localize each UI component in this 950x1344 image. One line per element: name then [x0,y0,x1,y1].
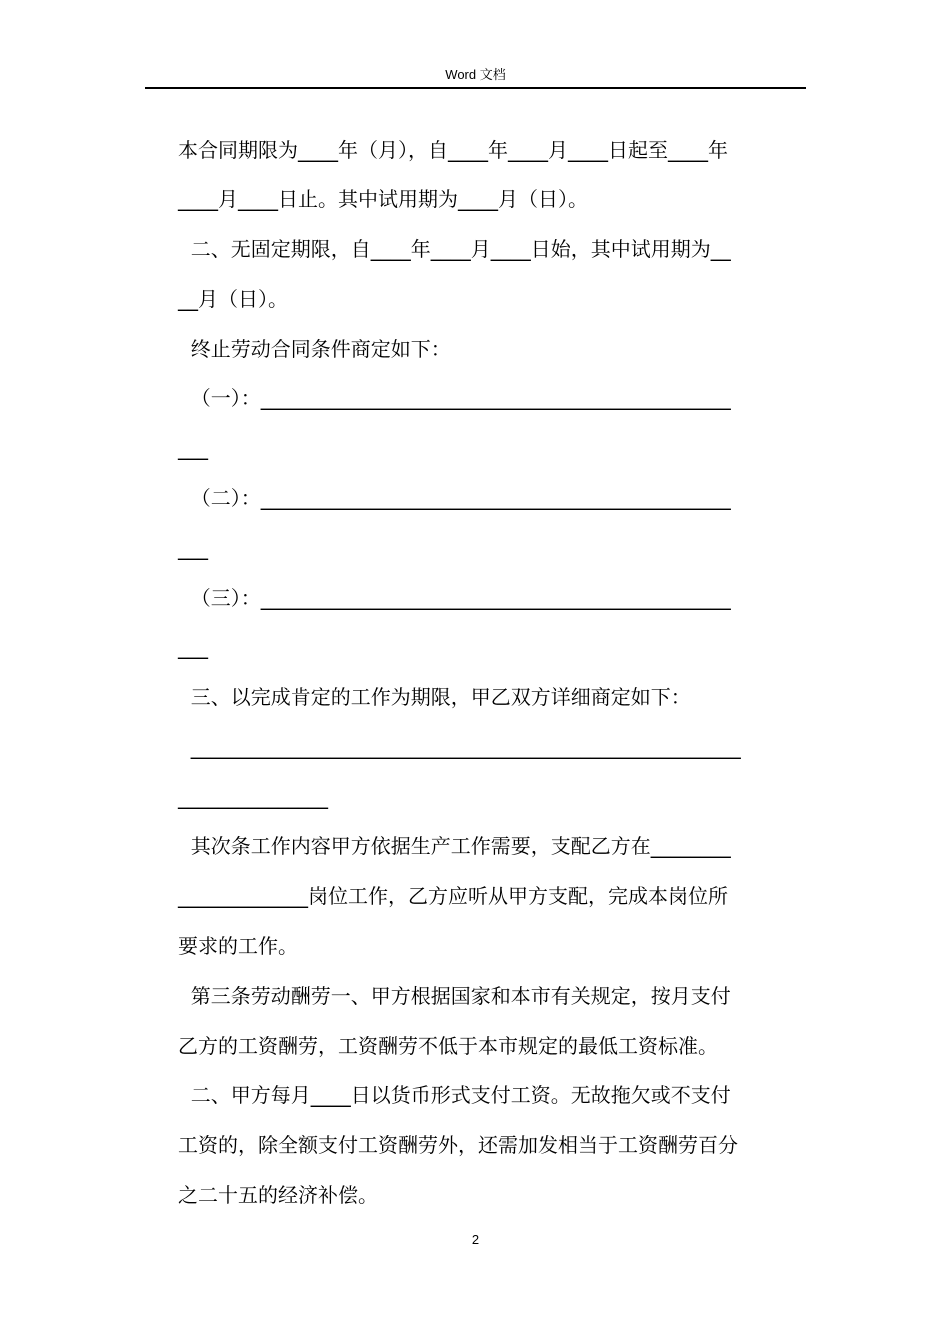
body-line: 终止劳动合同条件商定如下： [178,337,451,361]
body-line: _____________岗位工作，乙方应听从甲方支配，完成本岗位所 [178,884,728,908]
header-rule [145,87,806,89]
body-line: _______________ [178,785,328,809]
body-line: ___ [178,436,208,460]
body-line: ___ [178,635,208,659]
body-line: 乙方的工资酬劳，工资酬劳不低于本市规定的最低工资标准。 [178,1034,718,1058]
body-line: _______________________________________________________ [178,735,741,759]
page-header: Word 文档 [445,67,506,82]
body-line: ____月____日止。其中试用期为____月（日）。 [178,187,588,211]
body-line: ___ [178,536,208,560]
page-number: 2 [471,1232,480,1247]
body-line: （三）：_______________________________________________ [178,586,731,610]
body-line: 本合同期限为____年（月），自____年____月____日起至____年 [178,138,728,162]
body-line: （一）：_______________________________________________ [178,386,731,410]
body-line: 要求的工作。 [178,934,298,958]
body-line: 二、甲方每月____日以货币形式支付工资。无故拖欠或不支付 [178,1083,731,1107]
body-line: 工资的，除全额支付工资酬劳外，还需加发相当于工资酬劳百分 [178,1133,738,1157]
body-line: 其次条工作内容甲方依据生产工作需要，支配乙方在________ [178,834,731,858]
body-line: 三、以完成肯定的工作为期限，甲乙双方详细商定如下： [178,685,691,709]
body-line: （二）：_______________________________________________ [178,486,731,510]
body-line: 二、无固定期限，自____年____月____日始，其中试用期为__ [178,237,731,261]
body-line: 之二十五的经济补偿。 [178,1183,378,1207]
body-line: __月（日）。 [178,287,288,311]
body-line: 第三条劳动酬劳一、甲方根据国家和本市有关规定，按月支付 [178,984,731,1008]
